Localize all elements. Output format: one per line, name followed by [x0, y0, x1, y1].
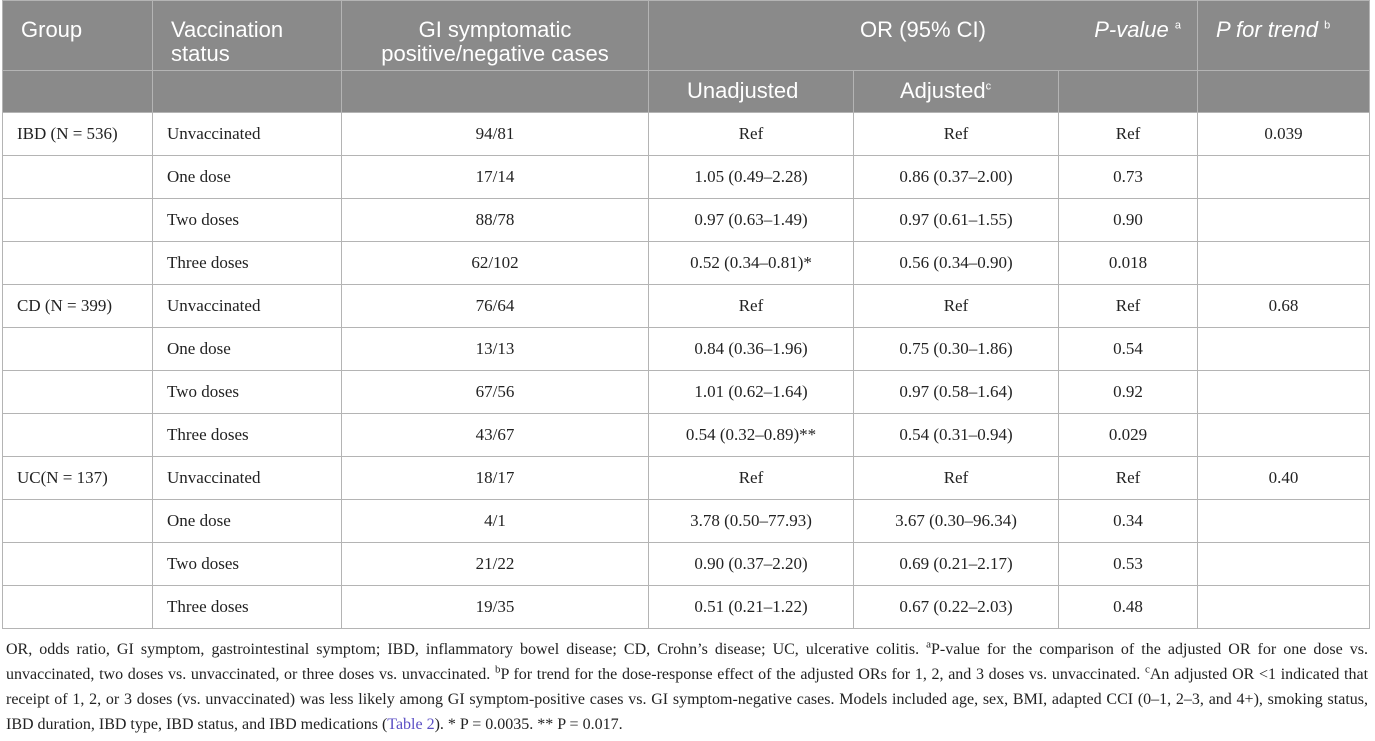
pvalue-cell: 0.48: [1059, 586, 1198, 629]
vaccination-status-cell: Three doses: [153, 414, 342, 457]
table-footnote: [6, 637, 1368, 737]
cases-cell: 17/14: [342, 156, 649, 199]
adjusted-or-cell: 0.97 (0.61–1.55): [854, 199, 1059, 242]
pvalue-cell: 0.54: [1059, 328, 1198, 371]
header-ptrend: P for trend $^b$: [1198, 1, 1370, 71]
footnote-c-mark: c: [1144, 663, 1150, 676]
cases-cell: 43/67: [342, 414, 649, 457]
table-row: [3, 199, 1370, 242]
adjusted-or-cell: 0.69 (0.21–2.17): [854, 543, 1059, 586]
group-label: [3, 328, 153, 371]
unadjusted-or-cell: 0.51 (0.21–1.22): [649, 586, 854, 629]
table-row: [3, 586, 1370, 629]
adjusted-or-cell: 0.54 (0.31–0.94): [854, 414, 1059, 457]
vaccination-status-cell: Two doses: [153, 199, 342, 242]
group-label: [3, 371, 153, 414]
table-row: [3, 457, 1370, 500]
adjusted-or-cell: Ref: [854, 285, 1059, 328]
ptrend-cell: [1198, 500, 1370, 543]
table-row: [3, 328, 1370, 371]
vaccination-status-cell: Three doses: [153, 242, 342, 285]
footnote-a-mark: a: [926, 638, 932, 651]
group-label: [3, 156, 153, 199]
group-label: [3, 586, 153, 629]
footnote-b-text: P for trend for the dose-response effect of the adjusted ORs for 1, 2, and 3 doses vs. unvaccinated.: [500, 666, 1141, 683]
ptrend-cell: [1198, 328, 1370, 371]
ptrend-cell: 0.68: [1198, 285, 1370, 328]
adjusted-or-cell: 0.86 (0.37–2.00): [854, 156, 1059, 199]
footnote-c-tail: ).: [434, 716, 444, 733]
group-label: [3, 199, 153, 242]
cases-cell: 18/17: [342, 457, 649, 500]
unadjusted-or-cell: 0.90 (0.37–2.20): [649, 543, 854, 586]
adjusted-or-cell: 0.75 (0.30–1.86): [854, 328, 1059, 371]
pvalue-cell: 0.018: [1059, 242, 1198, 285]
group-label: IBD (N = 536): [3, 113, 153, 156]
vaccination-status-cell: Unvaccinated: [153, 285, 342, 328]
vaccination-status-cell: Unvaccinated: [153, 457, 342, 500]
pvalue-cell: 0.029: [1059, 414, 1198, 457]
unadjusted-or-cell: 0.84 (0.36–1.96): [649, 328, 854, 371]
ptrend-cell: [1198, 414, 1370, 457]
unadjusted-or-cell: 1.01 (0.62–1.64): [649, 371, 854, 414]
ptrend-cell: [1198, 242, 1370, 285]
header-group: Group: [3, 1, 153, 71]
group-label: [3, 242, 153, 285]
adjusted-or-cell: 3.67 (0.30–96.34): [854, 500, 1059, 543]
results-table: [2, 0, 1370, 629]
pvalue-cell: 0.53: [1059, 543, 1198, 586]
table-container: [2, 0, 1373, 737]
vaccination-status-cell: One dose: [153, 328, 342, 371]
cases-cell: 19/35: [342, 586, 649, 629]
ptrend-cell: [1198, 543, 1370, 586]
vaccination-status-cell: One dose: [153, 156, 342, 199]
adjusted-or-cell: Ref: [854, 113, 1059, 156]
unadjusted-or-cell: Ref: [649, 113, 854, 156]
cases-cell: 4/1: [342, 500, 649, 543]
vaccination-status-cell: Two doses: [153, 371, 342, 414]
adjusted-or-cell: Ref: [854, 457, 1059, 500]
pvalue-cell: Ref: [1059, 285, 1198, 328]
adjusted-or-cell: 0.67 (0.22–2.03): [854, 586, 1059, 629]
header-or-ci-group: [649, 1, 1198, 71]
table-row: [3, 414, 1370, 457]
cases-cell: 62/102: [342, 242, 649, 285]
unadjusted-or-cell: 3.78 (0.50–77.93): [649, 500, 854, 543]
footnote-c-text: An adjusted OR <1 indicated that receipt of 1, 2, or 3 doses (vs. unvaccinated) was less likely among GI symptom-positive cases vs. GI symptom-negative cases. Models included age, sex, BMI, adapted CCI (0–1, 2–3, and 4+), smoking status, IBD duration, IBD type, IBD status, and IBD medications (: [6, 666, 1369, 733]
vaccination-status-cell: Unvaccinated: [153, 113, 342, 156]
header-empty-2: [153, 71, 342, 113]
ptrend-cell: 0.40: [1198, 457, 1370, 500]
footnote-abbrev: OR, odds ratio, GI symptom, gastrointestinal symptom; IBD, inflammatory bowel disease; CD, Crohn’s disease; UC, ulcerative colitis.: [6, 641, 920, 658]
ptrend-cell: [1198, 156, 1370, 199]
vaccination-status-cell: Three doses: [153, 586, 342, 629]
pvalue-cell: 0.90: [1059, 199, 1198, 242]
cases-cell: 76/64: [342, 285, 649, 328]
pvalue-cell: 0.34: [1059, 500, 1198, 543]
pvalue-cell: Ref: [1059, 113, 1198, 156]
cases-cell: 67/56: [342, 371, 649, 414]
header-pvalue: P-value $^a$: [1094, 17, 1182, 42]
header-unadjusted: Unadjusted: [649, 71, 854, 113]
group-label: [3, 414, 153, 457]
unadjusted-or-cell: Ref: [649, 285, 854, 328]
footnote-significance: * P = 0.0035. ** P = 0.017.: [447, 716, 623, 733]
group-label: [3, 500, 153, 543]
header-empty-4: [1059, 71, 1198, 113]
table-row: [3, 242, 1370, 285]
ptrend-cell: [1198, 199, 1370, 242]
header-empty-3: [342, 71, 649, 113]
cases-cell: 13/13: [342, 328, 649, 371]
header-vaccination-status: Vaccination status: [153, 1, 342, 71]
header-or-ci: OR (95% CI): [860, 17, 986, 42]
unadjusted-or-cell: 1.05 (0.49–2.28): [649, 156, 854, 199]
unadjusted-or-cell: 0.54 (0.32–0.89)**: [649, 414, 854, 457]
table-row: [3, 371, 1370, 414]
header-empty-1: [3, 71, 153, 113]
unadjusted-or-cell: Ref: [649, 457, 854, 500]
table-row: [3, 285, 1370, 328]
adjusted-or-cell: 0.56 (0.34–0.90): [854, 242, 1059, 285]
unadjusted-or-cell: 0.52 (0.34–0.81)*: [649, 242, 854, 285]
pvalue-cell: Ref: [1059, 457, 1198, 500]
cases-cell: 88/78: [342, 199, 649, 242]
ptrend-cell: [1198, 371, 1370, 414]
ptrend-cell: 0.039: [1198, 113, 1370, 156]
pvalue-cell: 0.92: [1059, 371, 1198, 414]
header-adjusted: Adjusted$^c$: [854, 71, 1059, 113]
vaccination-status-cell: One dose: [153, 500, 342, 543]
table-row: [3, 113, 1370, 156]
ptrend-cell: [1198, 586, 1370, 629]
footnote-a-text: P-value for the comparison of the adjusted OR for one dose vs. unvaccinated, two doses vs. unvaccinated, or three doses vs. unvaccinated.: [6, 641, 1368, 683]
group-label: UC(N = 137): [3, 457, 153, 500]
vaccination-status-cell: Two doses: [153, 543, 342, 586]
table-row: [3, 500, 1370, 543]
cases-cell: 94/81: [342, 113, 649, 156]
pvalue-cell: 0.73: [1059, 156, 1198, 199]
group-label: [3, 543, 153, 586]
group-label: CD (N = 399): [3, 285, 153, 328]
header-empty-5: [1198, 71, 1370, 113]
table-row: [3, 543, 1370, 586]
table-2-link[interactable]: Table 2: [387, 716, 435, 733]
adjusted-or-cell: 0.97 (0.58–1.64): [854, 371, 1059, 414]
cases-cell: 21/22: [342, 543, 649, 586]
header-gi-cases: GI symptomatic positive/negative cases: [342, 1, 649, 71]
table-row: [3, 156, 1370, 199]
footnote-b-mark: b: [494, 663, 501, 676]
unadjusted-or-cell: 0.97 (0.63–1.49): [649, 199, 854, 242]
